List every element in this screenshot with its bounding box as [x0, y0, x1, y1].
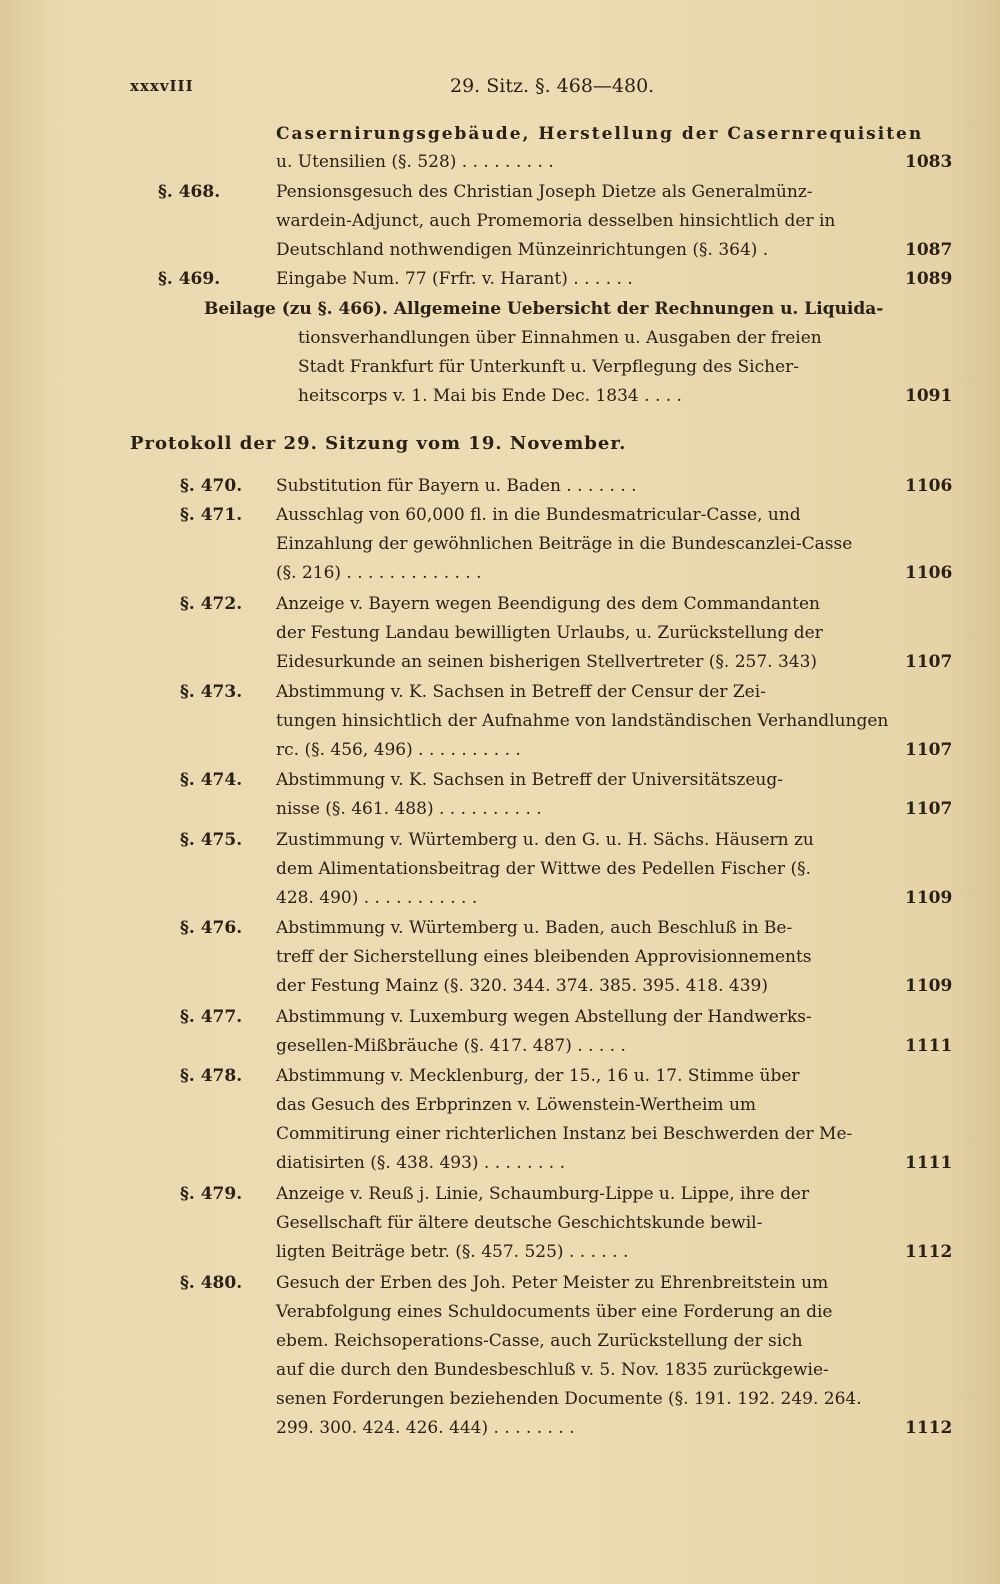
entry-line: Abstimmung v. Würtemberg u. Baden, auch Beschluß in Be-	[276, 918, 793, 938]
entry-page-ref: 1112	[905, 1418, 953, 1438]
entry-line: Abstimmung v. Mecklenburg, der 15., 16 u. 17. Stimme über	[276, 1066, 800, 1086]
entry-line: rc. (§. 456, 496) . . . . . . . . . .	[276, 740, 521, 760]
entry-line: tungen hinsichtlich der Aufnahme von landständischen Verhandlungen	[276, 711, 889, 731]
page-header	[130, 75, 910, 105]
entry-line: Zustimmung v. Würtemberg u. den G. u. H. Sächs. Häusern zu	[276, 830, 814, 850]
entry-line: wardein-Adjunct, auch Promemoria desselben hinsichtlich der in	[276, 211, 836, 231]
intro-page-ref: 1083	[905, 152, 953, 172]
entry-section: §. 471.	[180, 505, 243, 525]
protocol-heading: Protokoll der 29. Sitzung vom 19. November.	[130, 433, 627, 454]
entry-line: Pensionsgesuch des Christian Joseph Dietze als Generalmünz-	[276, 182, 813, 202]
entry-page-ref: 1087	[905, 240, 953, 260]
entry-section: §. 475.	[180, 830, 243, 850]
entry-section: §. 470.	[180, 476, 243, 496]
entry-line: 299. 300. 424. 426. 444) . . . . . . . .	[276, 1418, 575, 1438]
entry-section: §. 474.	[180, 770, 243, 790]
entry-line: Abstimmung v. K. Sachsen in Betreff der Universitätszeug-	[276, 770, 783, 790]
entry-line: Verabfolgung eines Schuldocuments über eine Forderung an die	[276, 1302, 833, 1322]
entry-line: (§. 216) . . . . . . . . . . . . .	[276, 563, 482, 583]
entry-line: Anzeige v. Bayern wegen Beendigung des dem Commandanten	[276, 594, 820, 614]
entry-page-ref: 1112	[905, 1242, 953, 1262]
entry-section: §. 477.	[180, 1007, 243, 1027]
entry-line: tionsverhandlungen über Einnahmen u. Ausgaben der freien	[298, 328, 822, 348]
beilage-heading: Beilage (zu §. 466). Allgemeine Uebersicht der Rechnungen u. Liquida-	[204, 299, 884, 319]
entry-line: ebem. Reichsoperations-Casse, auch Zurückstellung der sich	[276, 1331, 803, 1351]
entry-line: Eingabe Num. 77 (Frfr. v. Harant) . . . . . .	[276, 269, 633, 289]
entry-line: nisse (§. 461. 488) . . . . . . . . . .	[276, 799, 542, 819]
entry-line: Abstimmung v. K. Sachsen in Betreff der Censur der Zei-	[276, 682, 766, 702]
entry-page-ref: 1107	[905, 652, 953, 672]
entry-section: §. 476.	[180, 918, 243, 938]
entry-line: treff der Sicherstellung eines bleibenden Approvisionnements	[276, 947, 812, 967]
entry-line: dem Alimentationsbeitrag der Wittwe des Pedellen Fischer (§.	[276, 859, 812, 879]
entry-line: ligten Beiträge betr. (§. 457. 525) . . . . . .	[276, 1242, 629, 1262]
entry-section: §. 473.	[180, 682, 243, 702]
entry-line: das Gesuch des Erbprinzen v. Löwenstein-Wertheim um	[276, 1095, 757, 1115]
entry-line: Deutschland nothwendigen Münzeinrichtungen (§. 364) .	[276, 240, 769, 260]
entry-page-ref: 1091	[905, 386, 953, 406]
entry-line: diatisirten (§. 438. 493) . . . . . . . .	[276, 1153, 565, 1173]
running-title: 29. Sitz. §. 468—480.	[450, 75, 655, 97]
entry-line: Abstimmung v. Luxemburg wegen Abstellung der Handwerks-	[276, 1007, 812, 1027]
entry-line: Eidesurkunde an seinen bisherigen Stellvertreter (§. 257. 343)	[276, 652, 818, 672]
entry-section: §. 480.	[180, 1273, 243, 1293]
entry-line: auf die durch den Bundesbeschluß v. 5. Nov. 1835 zurückgewie-	[276, 1360, 829, 1380]
entry-line: senen Forderungen beziehenden Documente (§. 191. 192. 249. 264.	[276, 1389, 862, 1409]
entry-line: der Festung Mainz (§. 320. 344. 374. 385. 395. 418. 439)	[276, 976, 768, 996]
entry-line: der Festung Landau bewilligten Urlaubs, u. Zurückstellung der	[276, 623, 823, 643]
entry-page-ref: 1107	[905, 740, 953, 760]
entry-page-ref: 1107	[905, 799, 953, 819]
entry-line: heitscorps v. 1. Mai bis Ende Dec. 1834 . . . .	[298, 386, 682, 406]
entry-page-ref: 1106	[905, 563, 953, 583]
entry-line: gesellen-Mißbräuche (§. 417. 487) . . . . .	[276, 1036, 626, 1056]
entry-line: Gesellschaft für ältere deutsche Geschichtskunde bewil-	[276, 1213, 763, 1233]
entry-section: §. 479.	[180, 1184, 243, 1204]
entry-line: Ausschlag von 60,000 fl. in die Bundesmatricular-Casse, und	[276, 505, 801, 525]
entry-line: Commitirung einer richterlichen Instanz bei Beschwerden der Me-	[276, 1124, 853, 1144]
entry-page-ref: 1106	[905, 476, 953, 496]
entry-section: §. 478.	[180, 1066, 243, 1086]
entry-page-ref: 1109	[905, 976, 953, 996]
intro-line-2: u. Utensilien (§. 528) . . . . . . . . .	[276, 152, 554, 172]
entry-page-ref: 1111	[905, 1036, 953, 1056]
intro-line-1: Casernirungsgebäude, Herstellung der Casernrequisiten	[276, 124, 924, 144]
page-number: xxxvIII	[130, 77, 194, 95]
entry-page-ref: 1089	[905, 269, 953, 289]
entry-section: §. 469.	[158, 269, 221, 289]
entry-line: Substitution für Bayern u. Baden . . . . . . .	[276, 476, 637, 496]
entry-page-ref: 1109	[905, 888, 953, 908]
entry-line: Anzeige v. Reuß j. Linie, Schaumburg-Lippe u. Lippe, ihre der	[276, 1184, 810, 1204]
entry-page-ref: 1111	[905, 1153, 953, 1173]
entry-line: Einzahlung der gewöhnlichen Beiträge in die Bundescanzlei-Casse	[276, 534, 853, 554]
entry-line: Stadt Frankfurt für Unterkunft u. Verpflegung des Sicher-	[298, 357, 799, 377]
entry-line: Gesuch der Erben des Joh. Peter Meister zu Ehrenbreitstein um	[276, 1273, 829, 1293]
entry-section: §. 472.	[180, 594, 243, 614]
entry-line: 428. 490) . . . . . . . . . . .	[276, 888, 478, 908]
entry-section: §. 468.	[158, 182, 221, 202]
